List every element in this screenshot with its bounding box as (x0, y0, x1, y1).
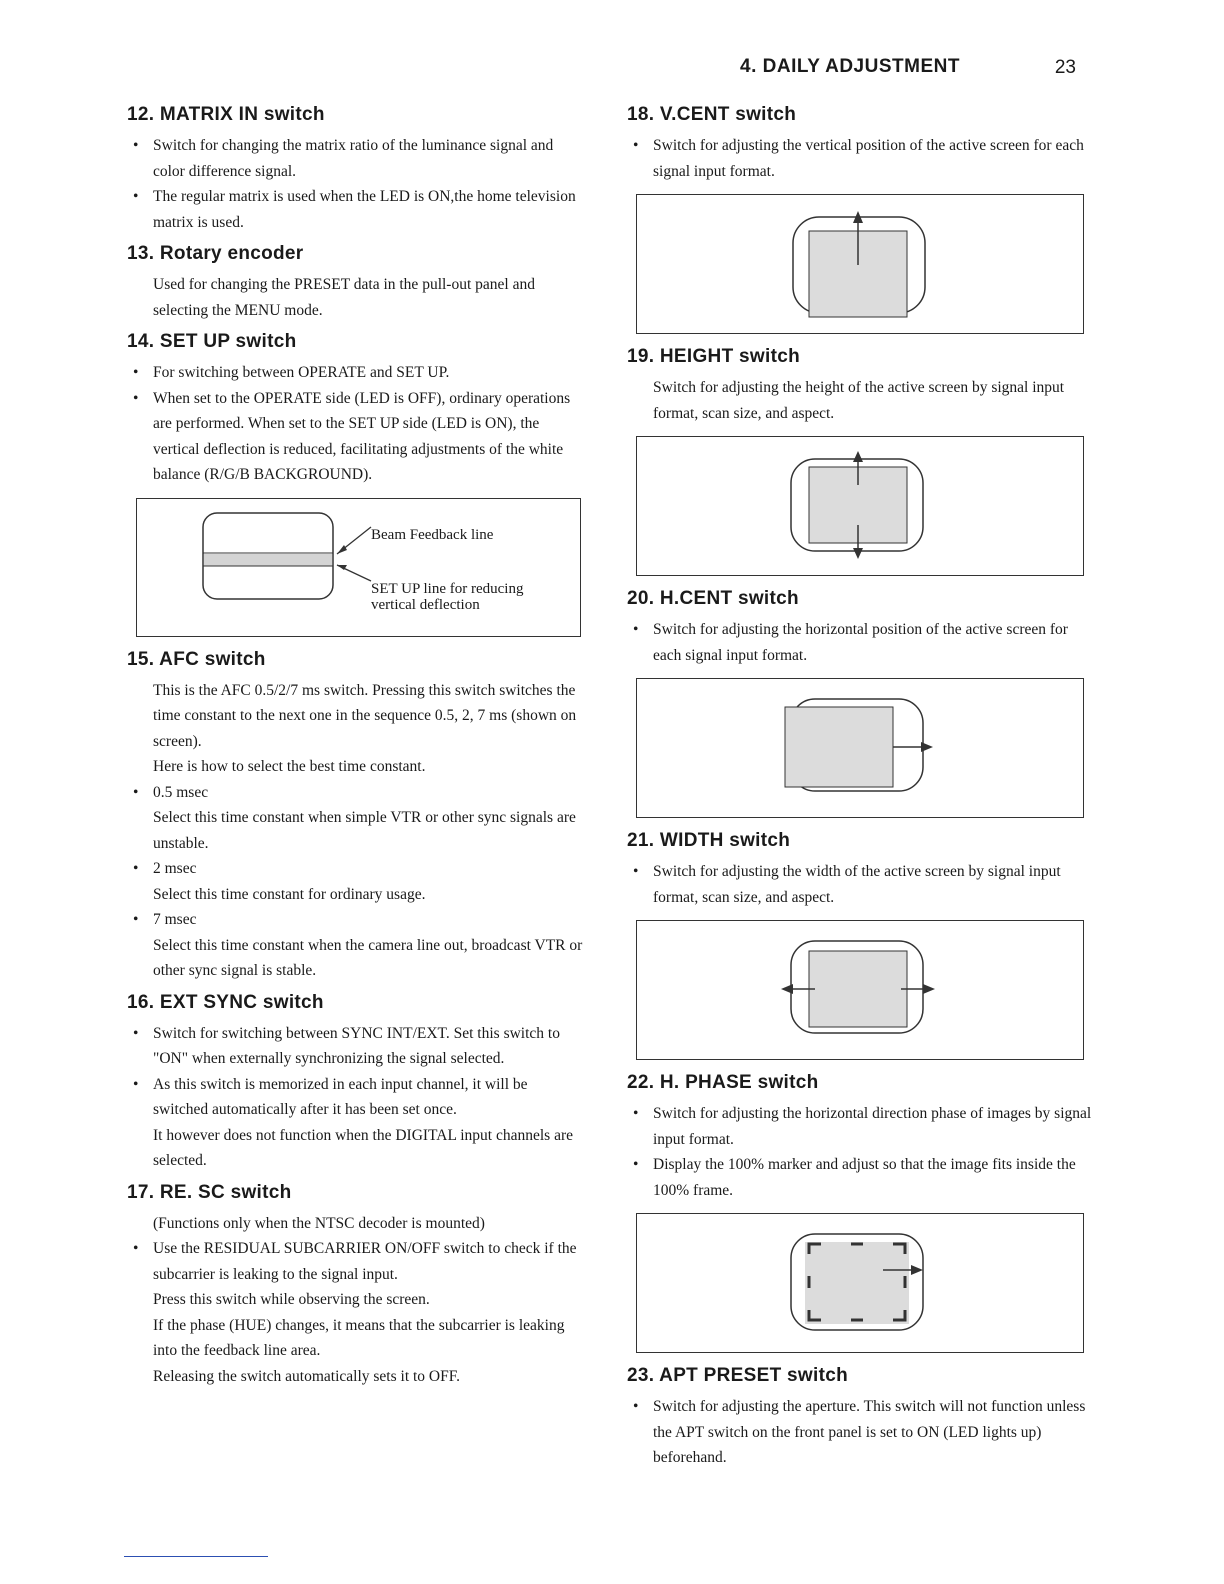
list-item: • Use the RESIDUAL SUBCARRIER ON/OFF switch to check if the subcarrier is leaking to the signal input. (153, 1236, 586, 1287)
paragraph: This is the AFC 0.5/2/7 ms switch. Pressing this switch switches the time constant to the next one in the sequence 0.5, 2, 7 ms (shown on screen). (153, 681, 577, 750)
bullet-list (618, 617, 1093, 668)
bullet-list (118, 1021, 586, 1123)
section-width (618, 830, 1093, 1060)
list-item: • Switch for changing the matrix ratio of the luminance signal and color difference signal. (153, 133, 586, 184)
paragraph: It however does not function when the DIGITAL input channels are selected. (153, 1126, 573, 1169)
paragraph: Here is how to select the best time constant. (153, 758, 426, 775)
beam-feedback-label: Beam Feedback line (371, 526, 494, 543)
list-item: • The regular matrix is used when the LED is ON,the home television matrix is used. (153, 184, 586, 235)
section-title: 22. H. PHASE switch (627, 1072, 819, 1093)
width-diagram (636, 920, 1084, 1060)
section-height (618, 346, 1093, 576)
bullet-list (118, 133, 586, 235)
section-title: 23. APT PRESET switch (627, 1365, 848, 1386)
left-column (118, 104, 586, 1397)
page-header (700, 56, 1090, 84)
section-ext-sync (118, 992, 586, 1174)
setup-diagram (136, 498, 581, 637)
section-title: 18. V.CENT switch (627, 104, 797, 125)
section-rotary-encoder (118, 243, 586, 323)
section-set-up (118, 331, 586, 637)
list-item: • 2 msec (153, 856, 586, 882)
bullet-list (118, 907, 586, 933)
height-diagram (636, 436, 1084, 576)
paragraph: Select this time constant when the camera line out, broadcast VTR or other sync signal is stable. (153, 936, 583, 979)
section-title: 15. AFC switch (127, 648, 266, 670)
section-v-cent (618, 104, 1093, 334)
section-title: 21. WIDTH switch (627, 830, 791, 851)
h-phase-diagram (636, 1213, 1084, 1353)
section-re-sc (118, 1182, 586, 1390)
chapter-title: 4. DAILY ADJUSTMENT (740, 56, 960, 77)
section-h-cent (618, 588, 1093, 818)
list-item: • Switch for adjusting the vertical position of the active screen for each signal input format. (653, 133, 1093, 184)
beam-feedback-figure (137, 499, 580, 636)
section-title: 12. MATRIX IN switch (127, 104, 325, 125)
footer-rule (124, 1556, 268, 1557)
paragraph: Releasing the switch automatically sets it to OFF. (153, 1367, 460, 1385)
list-item: • As this switch is memorized in each input channel, it will be switched automatically after it has been set once. (153, 1072, 586, 1123)
paragraph: (Functions only when the NTSC decoder is mounted) (153, 1214, 485, 1232)
section-title: 14. SET UP switch (127, 331, 297, 352)
paragraph: Used for changing the PRESET data in the pull-out panel and selecting the MENU mode. (153, 276, 535, 319)
section-afc (118, 649, 586, 984)
right-column (618, 104, 1093, 1479)
paragraph: Press this switch while observing the screen. (153, 1291, 430, 1308)
v-cent-diagram (636, 194, 1084, 334)
paragraph: Select this time constant for ordinary usage. (153, 885, 426, 903)
paragraph: Switch for adjusting the height of the active screen by signal input format, scan size, and aspect. (653, 379, 1065, 422)
setup-line-label-2: vertical deflection (371, 596, 480, 613)
setup-line-label: SET UP line for reducing (371, 580, 524, 597)
marker-frame-figure (637, 1214, 1083, 1352)
bullet-list (618, 859, 1093, 910)
bullet-list (618, 1394, 1093, 1471)
horizontal-position-figure (637, 679, 1083, 817)
section-title: 13. Rotary encoder (127, 243, 304, 264)
h-cent-diagram (636, 678, 1084, 818)
section-matrix-in (118, 104, 586, 235)
page-number: 23 (1054, 57, 1076, 78)
list-item: • Display the 100% marker and adjust so that the image fits inside the 100% frame. (653, 1152, 1093, 1203)
paragraph: If the phase (HUE) changes, it means that the subcarrier is leaking into the feedback line area. (153, 1316, 565, 1359)
height-figure (637, 437, 1083, 575)
bullet-list (118, 1236, 586, 1287)
list-item: • Switch for adjusting the horizontal direction phase of images by signal input format. (653, 1101, 1093, 1152)
list-item: • 0.5 msec (153, 780, 586, 806)
list-item: • For switching between OPERATE and SET UP. (153, 360, 586, 386)
section-title: 16. EXT SYNC switch (127, 991, 324, 1013)
list-item: • Switch for switching between SYNC INT/EXT. Set this switch to "ON" when externally synchronizing the signal selected. (153, 1021, 586, 1072)
bullet-list (118, 856, 586, 882)
section-title: 19. HEIGHT switch (627, 346, 800, 367)
section-title: 17. RE. SC switch (127, 1181, 292, 1203)
list-item: • Switch for adjusting the horizontal position of the active screen for each signal input format. (653, 617, 1093, 668)
list-item: • 7 msec (153, 907, 586, 933)
bullet-list (618, 1101, 1093, 1203)
paragraph: Select this time constant when simple VTR or other sync signals are unstable. (153, 809, 576, 852)
bullet-list (118, 780, 586, 806)
section-apt-preset (618, 1365, 1093, 1471)
list-item: • Switch for adjusting the width of the active screen by signal input format, scan size, and aspect. (653, 859, 1093, 910)
list-item: • Switch for adjusting the aperture. This switch will not function unless the APT switch on the front panel is set to ON (LED lights up) beforehand. (653, 1394, 1093, 1471)
list-item: • When set to the OPERATE side (LED is OFF), ordinary operations are performed. When set to the SET UP side (LED is ON), the vertical deflection is reduced, facilitating adjustments of the white balance (R/G/B BACKGROUND). (153, 386, 586, 488)
section-title: 20. H.CENT switch (627, 588, 799, 609)
width-figure (637, 921, 1083, 1059)
bullet-list (118, 360, 586, 488)
vertical-position-figure (637, 195, 1083, 333)
section-h-phase (618, 1072, 1093, 1353)
bullet-list (618, 133, 1093, 184)
